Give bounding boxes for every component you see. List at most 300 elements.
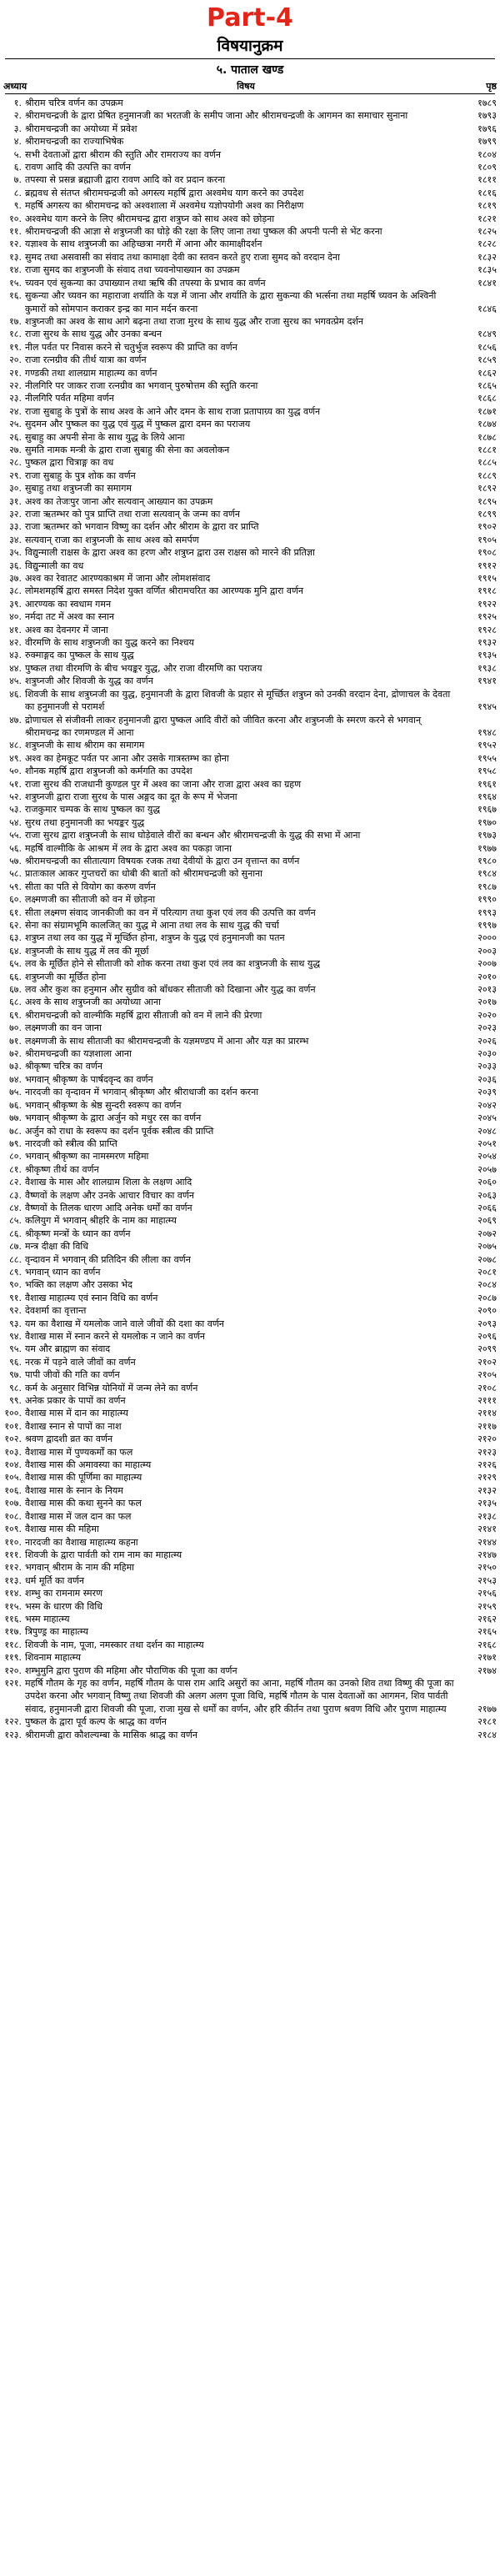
toc-entry-number: १०८.: [4, 1510, 22, 1522]
toc-entry-page: १९५५: [478, 752, 497, 764]
toc-entry-topic: सुरथ तथा हनुमानजी का भयङ्कर युद्ध: [25, 816, 145, 828]
toc-entry-topic: शम्भुमुनि द्वारा पुराण की महिमा और पौराणिक की पूजा का वर्णन: [25, 1665, 238, 1676]
toc-entry-number: ६७.: [9, 984, 22, 996]
toc-entry-topic: मन्त्र दीक्षा की विधि: [25, 1241, 89, 1253]
toc-entry-topic: वैशाख मास में जल दान का फल: [25, 1510, 132, 1522]
toc-entry: [0, 1471, 500, 1484]
toc-entry-page: २१६८: [478, 1639, 497, 1650]
toc-entry: [0, 893, 500, 906]
toc-entry-page: २१५०: [478, 1562, 497, 1574]
toc-entry: [0, 1073, 500, 1086]
toc-entry-number: ४२.: [9, 637, 22, 649]
toc-entry-number: १०५.: [4, 1472, 22, 1484]
toc-entry-topic: वीरमणि के साथ शत्रुघ्नजी का युद्ध करने का निश्चय: [25, 637, 194, 649]
toc-entry: [0, 354, 500, 366]
toc-entry-topic: गण्डकी तथा शालग्राम माहात्म्य का वर्णन: [25, 367, 158, 379]
toc-entry: [0, 585, 500, 597]
toc-entry: [0, 97, 500, 109]
toc-entry-topic: वैशाख मास की पूर्णिमा का माहात्म्य: [25, 1472, 142, 1484]
toc-entry-topic: पापी जीवों की गति का वर्णन: [25, 1369, 120, 1381]
toc-entry-number: ९०.: [9, 1279, 22, 1291]
toc-entry: [0, 1318, 500, 1330]
toc-entry: [0, 1150, 500, 1162]
toc-entry-number: १०३.: [4, 1446, 22, 1458]
toc-entry-page: १८४१: [478, 277, 497, 289]
toc-entry: [0, 1459, 500, 1471]
toc-entry-number: १९.: [9, 341, 22, 353]
toc-entry: [0, 1086, 500, 1098]
toc-entry-page: १९८७: [478, 881, 497, 892]
toc-entry: [0, 341, 500, 354]
toc-entry-page: २०२०: [478, 1009, 497, 1021]
toc-entry: [0, 444, 500, 456]
toc-entry-page: १९६१: [478, 778, 497, 790]
toc-entry-number: ६०.: [9, 894, 22, 906]
toc-entry-page: २१०८: [478, 1382, 497, 1393]
toc-entry-page: १८१९: [478, 200, 497, 212]
toc-entry-page: २०६३: [478, 1189, 497, 1201]
toc-entry-page: २०३०: [478, 1048, 497, 1060]
toc-entry-topic: त्रिपुण्ड्र का माहात्म्य: [25, 1626, 88, 1638]
toc-entry-number: २६.: [9, 431, 22, 443]
toc-entry-number: ५४.: [9, 816, 22, 828]
toc-entry-topic: श्रीरामचन्द्रजी का यज्ञशाला आना: [25, 1048, 132, 1060]
toc-entry-topic: प्रातःकाल आकर गुप्तचरों का धोबी की बातों को श्रीरामचन्द्रजी को सुनाना: [25, 868, 263, 880]
toc-entry: [0, 1536, 500, 1549]
toc-entry-number: ६६.: [9, 971, 22, 982]
toc-entry-number: ६८.: [9, 997, 22, 1008]
toc-entry-page: २०६९: [478, 1215, 497, 1227]
column-header-topic: विषय: [237, 81, 255, 92]
toc-entry: [0, 1304, 500, 1317]
toc-entry: [0, 315, 500, 328]
toc-entry-number: ६.: [13, 162, 22, 173]
toc-entry-number: ९८.: [9, 1382, 22, 1393]
toc-entry-topic: लक्ष्मणजी का वन जाना: [25, 1022, 102, 1034]
toc-entry-page: २०२६: [478, 1035, 497, 1047]
toc-entry-number: २४.: [9, 405, 22, 417]
toc-entry-page: १८५६: [478, 341, 497, 353]
toc-entry-page: २१८४: [478, 1729, 497, 1740]
toc-entry: [0, 1587, 500, 1599]
toc-entry-page: २०५४: [478, 1151, 497, 1162]
toc-entry-page: २०५७: [478, 1163, 497, 1175]
toc-entry-topic: शत्रुघ्नजी के साथ श्रीराम का समागम: [25, 740, 145, 751]
toc-entry-page: १९०२: [478, 521, 497, 533]
toc-entry-page: २०६६: [478, 1202, 497, 1213]
toc-entry-page: १९८४: [478, 868, 497, 880]
toc-entry: [0, 495, 500, 508]
toc-title: विषयानुक्रम: [217, 37, 283, 55]
toc-entry: [0, 508, 500, 520]
toc-entry: [0, 1343, 500, 1355]
toc-entry: [0, 1523, 500, 1535]
toc-entry: [0, 1368, 500, 1381]
toc-entry-page: १७९३: [478, 110, 497, 122]
toc-entry: [0, 1009, 500, 1022]
toc-entry-number: ३३.: [9, 521, 22, 533]
toc-entry-topic: भगवान् श्रीकृष्ण के द्वारा अर्जुन को मधुर रस का वर्णन: [25, 1112, 202, 1124]
toc-entry-topic: सत्यवान् राजा का शत्रुघ्नजी के साथ अश्व को समर्पण: [25, 534, 199, 545]
toc-entry: [0, 1665, 500, 1677]
toc-entry-page: १८८१: [478, 444, 497, 455]
toc-entry-page: २०४८: [478, 1125, 497, 1137]
toc-entry: [0, 1625, 500, 1638]
toc-entry-number: ४५.: [9, 675, 22, 687]
toc-entry-page: २०३९: [478, 1087, 497, 1098]
toc-entry: [0, 675, 500, 687]
toc-entry-page: १८९९: [478, 509, 497, 520]
toc-entry-topic: शिवजी के द्वारा पार्वती को राम नाम का माहात्म्य: [25, 1549, 182, 1560]
toc-entry-number: ४७.: [9, 714, 22, 726]
toc-entry-page: १८७८: [478, 431, 497, 443]
toc-entry-number: १७.: [9, 315, 22, 327]
toc-entry-number: ४९.: [9, 752, 22, 764]
toc-entry-page: २११७: [478, 1420, 497, 1432]
toc-entry-page: २०७२: [478, 1228, 497, 1239]
toc-entry-number: ७८.: [9, 1125, 22, 1137]
toc-entry-page: १९७३: [478, 830, 497, 841]
toc-entry-number: २९.: [9, 470, 22, 481]
toc-entry-number: ३९.: [9, 598, 22, 610]
toc-entry-number: ५१.: [9, 778, 22, 790]
toc-entry-number: ११९.: [4, 1652, 22, 1664]
toc-entry-number: ८२.: [9, 1177, 22, 1188]
toc-entry-page: २१२६: [478, 1459, 497, 1471]
toc-entry: [0, 1561, 500, 1574]
toc-entry-topic: भगवान् श्रीराम के नाम की महिमा: [25, 1562, 135, 1574]
toc-entry-page: १९८०: [478, 855, 497, 866]
toc-entry: [0, 598, 500, 610]
toc-entry: [0, 264, 500, 276]
toc-entry-topic: पुष्कल के द्वारा पूर्व कल्प के श्राद्ध का वर्णन: [25, 1716, 167, 1728]
toc-entry: [0, 919, 500, 931]
toc-entry-page: १८११: [478, 174, 497, 186]
toc-entry-page: २०१३: [478, 984, 497, 996]
toc-entry-topic: अनेक प्रकार के पापों का वर्णन: [25, 1395, 126, 1407]
toc-entry-topic: वैशाख मास के स्नान के नियम: [25, 1484, 123, 1496]
toc-entry: [0, 173, 500, 186]
toc-entry-number: ७९.: [9, 1137, 22, 1149]
toc-entry-number: १२०.: [4, 1665, 22, 1676]
toc-entry: [0, 1163, 500, 1176]
toc-entry-topic: श्रीरामचन्द्रजी के द्वारा प्रेषित हनुमानजी का भरतजी के समीप जाना और श्रीरामचन्द्रजी के आगमन का समाचार सुनाना: [25, 110, 408, 122]
toc-entry-number: १२२.: [4, 1716, 22, 1728]
toc-entry: [0, 765, 500, 777]
toc-entry-page: १७९६: [478, 123, 497, 134]
toc-entry: [0, 791, 500, 803]
toc-entry-page: २१०५: [478, 1369, 497, 1381]
toc-entry-page: १८७१: [478, 405, 497, 417]
toc-entry: [0, 1240, 500, 1253]
toc-entry-page: २१२०: [478, 1434, 497, 1445]
toc-entry-number: ६३.: [9, 932, 22, 944]
toc-entry-topic: यम का वैशाख में यमलोक जाने वाले जीवों की दशा का वर्णन: [25, 1318, 224, 1329]
toc-entry-topic: भगवान् श्रीकृष्ण का नामस्मरण महिमा: [25, 1151, 149, 1162]
toc-entry-page: २१८१: [478, 1716, 497, 1728]
toc-entry: [0, 1099, 500, 1112]
toc-entry-number: १०७.: [4, 1498, 22, 1509]
toc-entry-topic: यम और ब्राह्मण का संवाद: [25, 1343, 111, 1355]
toc-entry-number: ८८.: [9, 1253, 22, 1265]
toc-entry: [0, 1549, 500, 1561]
toc-entry-topic: भस्म के धारण की विधि: [25, 1600, 102, 1612]
toc-entry-topic: शौनक महर्षि द्वारा शत्रुघ्नजी को कर्मगति का उपदेश: [25, 766, 192, 777]
toc-entry-page: २०५१: [478, 1137, 497, 1149]
toc-entry-topic: श्रीरामजी द्वारा कौशल्यम्बा के मासिक श्राद्ध का वर्णन: [25, 1729, 198, 1740]
toc-entry-page: १९६७: [478, 804, 497, 816]
toc-entry-topic: राजा सुरथ की राजधानी कुण्डल पुर में अश्व का जाना और राजा द्वारा अश्व का ग्रहण: [25, 778, 302, 790]
toc-entry-topic: वैशाख मास में पुण्यकर्मों का फल: [25, 1446, 133, 1458]
toc-entry: [0, 1510, 500, 1523]
toc-entry-topic: लक्ष्मणजी का सीताजी को वन में छोड़ना: [25, 894, 156, 906]
toc-entry-number: ४.: [13, 136, 22, 148]
toc-entry-number: ९६.: [9, 1356, 22, 1368]
toc-entry-page: १७९९: [478, 136, 497, 148]
toc-entry: [0, 456, 500, 469]
toc-entry: [0, 1253, 500, 1266]
toc-entry-topic: राजा सुबाहु के पुत्र शोक का वर्णन: [25, 470, 136, 481]
toc-entry-topic: नारदजी का वैशाख माहात्म्य कहना: [25, 1536, 138, 1548]
toc-entry-page: १९९०: [478, 894, 497, 906]
part-title: Part-4: [207, 3, 293, 33]
toc-entry-page: २१०२: [478, 1356, 497, 1368]
toc-entry-number: ११०.: [4, 1536, 22, 1548]
toc-entry: [0, 379, 500, 392]
toc-entry: [0, 1189, 500, 1202]
toc-entry: [0, 1651, 500, 1664]
toc-entry-page: २०६०: [478, 1177, 497, 1188]
toc-entry-topic: अश्व का तेजःपुर जाना और सत्यवान् आख्यान का उपक्रम: [25, 495, 213, 507]
toc-entry: [0, 225, 500, 238]
toc-entry-page: १८२५: [478, 226, 497, 238]
toc-entry-page: २०१७: [478, 997, 497, 1008]
toc-entry-number: ९९.: [9, 1395, 22, 1407]
toc-entry-number: ३.: [13, 123, 22, 134]
toc-entry-page: १८०४: [478, 148, 497, 160]
toc-entry-page: १९१५: [478, 573, 497, 585]
toc-entry-topic: लक्ष्मणजी के साथ सीताजी का श्रीरामचन्द्रजी के यज्ञमण्डप में आना और यज्ञ का प्रारम्भ: [25, 1035, 309, 1047]
toc-entry-topic: राजा ऋतम्भर को भगवान विष्णु का दर्शन और श्रीराम के द्वारा वर प्राप्ति: [25, 521, 259, 533]
toc-entry-page: १९२५: [478, 611, 497, 623]
toc-entry-number: ९७.: [9, 1369, 22, 1381]
toc-entry-page: १९२२: [478, 598, 497, 610]
toc-entry-number: ५.: [13, 148, 22, 160]
toc-entry: [0, 1407, 500, 1419]
toc-entry: [0, 1729, 500, 1741]
toc-entry-number: ४६.: [9, 688, 22, 700]
toc-entry-topic: शिवनाम माहात्म्य: [25, 1652, 81, 1664]
toc-entry-number: १३.: [9, 251, 22, 263]
toc-entry: [0, 971, 500, 983]
toc-entry-number: ७३.: [9, 1061, 22, 1072]
toc-entry: [0, 1574, 500, 1587]
toc-entry-page: १८३५: [478, 264, 497, 276]
toc-entry-number: १०६.: [4, 1484, 22, 1496]
toc-entry: [0, 624, 500, 636]
toc-entry: [0, 1497, 500, 1509]
toc-entry-page: २०००: [478, 932, 497, 944]
toc-entry: [0, 867, 500, 880]
toc-entry-topic: शिवजी के नाम, पूजा, नमस्कार तथा दर्शन का माहात्म्य: [25, 1639, 204, 1650]
toc-entry-number: ५८.: [9, 868, 22, 880]
section-title: ५. पाताल खण्ड: [216, 63, 284, 77]
toc-entry-number: १२१.: [4, 1677, 22, 1689]
toc-entry-topic: श्रीकृष्ण तीर्थ का वर्णन: [25, 1163, 99, 1175]
toc-entry-number: ७४.: [9, 1073, 22, 1085]
toc-entry: [0, 392, 500, 404]
toc-entry-number: ५३.: [9, 804, 22, 816]
toc-entry-page: १८६२: [478, 367, 497, 379]
toc-entry-topic: शत्रुघ्नजी के साथ युद्ध में लव की मूर्छा: [25, 945, 149, 957]
toc-entry-number: ८१.: [9, 1163, 22, 1175]
toc-entry-topic: सीता लक्ष्मण संवाद जानकीजी का वन में परित्याग तथा कुश एवं लव की उत्पत्ति का वर्णन: [25, 906, 316, 918]
toc-entry: [0, 482, 500, 495]
toc-entry-topic: वृन्दावन में भगवान् की प्रतिदिन की लीला का वर्णन: [25, 1253, 191, 1265]
toc-entry: [0, 906, 500, 919]
toc-entry-topic: वैशाख माहात्म्य एवं स्नान विधि का वर्णन: [25, 1292, 158, 1303]
toc-entry-page: १९१२: [478, 560, 497, 571]
toc-entry-page: १८६८: [478, 393, 497, 404]
toc-entry-page: २१७७: [478, 1703, 497, 1715]
toc-entry-number: २७.: [9, 444, 22, 455]
toc-entry-topic: भगवान् ध्यान का वर्णन: [25, 1266, 101, 1278]
toc-entry-number: १२३.: [4, 1729, 22, 1740]
toc-entry: [0, 109, 500, 122]
toc-entry: [0, 199, 500, 212]
toc-entry-topic: सुकन्या और च्यवन का महाराजा शर्याति के यज्ञ में जाना और शर्याति के द्वारा सुकन्या की भर्त्सना तथा महर्षि च्यवन के अश्विनी कुमारों को सोमपान कराकर इन्द्र का मान मर्दन करना: [25, 290, 437, 314]
toc-entry-number: ९१.: [9, 1292, 22, 1303]
toc-entry-page: २०३६: [478, 1073, 497, 1085]
toc-entry-page: २१५९: [478, 1600, 497, 1612]
toc-entry: [0, 649, 500, 661]
toc-entry-page: २००७: [478, 958, 497, 970]
toc-entry-number: १११.: [4, 1549, 22, 1560]
toc-entry-number: ८.: [13, 187, 22, 198]
toc-entry: [0, 610, 500, 623]
toc-entry-topic: वैशाख के मास और शालग्राम शिला के लक्षण आदि: [25, 1177, 192, 1188]
toc-entry-number: २५.: [9, 419, 22, 430]
toc-entry-number: ७२.: [9, 1048, 22, 1060]
toc-entry-page: १८४९: [478, 329, 497, 340]
toc-entry-topic: राजा रत्नग्रीव की तीर्थ यात्रा का वर्णन: [25, 354, 147, 366]
toc-entry-page: १९०८: [478, 547, 497, 559]
toc-entry: [0, 1613, 500, 1625]
toc-entry-number: ६९.: [9, 1009, 22, 1021]
toc-entry: [0, 1639, 500, 1651]
toc-entry-topic: राजा ऋतम्भर को पुत्र प्राप्ति तथा राजा सत्यवान् के जन्म का वर्णन: [25, 509, 240, 520]
toc-entry-number: २८.: [9, 457, 22, 469]
toc-entry: [0, 1356, 500, 1368]
toc-entry-topic: राजा सुरथ द्वारा शत्रुघ्नजी के साथ घोड़ेवाले वीरों का बन्धन और श्रीरामचन्द्रजी के युद्ध की सभा में आना: [25, 830, 361, 841]
toc-entry: [0, 983, 500, 996]
toc-entry: [0, 289, 500, 315]
toc-entry-topic: तपस्या से प्रसन्न ब्रह्माजी द्वारा रावण आदि को वर प्रदान करना: [25, 174, 226, 186]
toc-entry-topic: वैशाख मास की महिमा: [25, 1524, 99, 1535]
toc-entry-number: ११८.: [4, 1639, 22, 1650]
toc-entry-topic: श्रवण द्वादशी व्रत का वर्णन: [25, 1434, 113, 1445]
toc-entry-number: ११५.: [4, 1600, 22, 1612]
toc-entry-topic: राजा सुरथ के साथ युद्ध और उनका बन्धन: [25, 329, 162, 340]
toc-entry-number: ३१.: [9, 495, 22, 507]
toc-entry-number: ८७.: [9, 1241, 22, 1253]
toc-entry-topic: सुमद तथा असवासी का संवाद तथा कामाक्षा देवी का स्तवन करते हुए राजा सुमद को वरदान देना: [25, 251, 340, 263]
toc-entry-topic: शम्भु का रामनाम स्मरण: [25, 1588, 103, 1599]
toc-entry: [0, 1382, 500, 1394]
toc-entry-topic: श्रीराम चरित्र वर्णन का उपक्रम: [25, 98, 123, 108]
toc-entry: [0, 1112, 500, 1124]
toc-entry-topic: भस्म माहात्म्य: [25, 1613, 70, 1624]
toc-entry-page: १८२१: [478, 213, 497, 224]
toc-entry-number: ७०.: [9, 1022, 22, 1034]
toc-entry-number: ८५.: [9, 1215, 22, 1227]
toc-entry-topic: महर्षि गौतम के गृह का वर्णन, महर्षि गौतम के पास राम आदि असुरों का आना, महर्षि गौतम का उनको शिव तथा विष्णु की पूजा का उपदेश करना और भगवान् विष्णु तथा शिवजी की अलग अलग पूजा विधि, महर्षि गौतम के पास देवताओं का आगमन, शिव पार्वती संवाद, हनुमानजी द्वारा शिवजी की पूजा, राजा मुख से धर्मों का वर्णन, और हरि कीर्तन तथा पुराण श्रवण विधि और पुराण माहात्म्य: [25, 1677, 454, 1715]
toc-entry-topic: नीलगिरि पर्वत महिमा वर्णन: [25, 393, 114, 404]
toc-entry-number: ३८.: [9, 585, 22, 597]
toc-entry-number: ४३.: [9, 650, 22, 661]
toc-entry: [0, 1278, 500, 1291]
toc-entry-page: २१५६: [478, 1588, 497, 1599]
toc-entry-topic: महर्षि वाल्मीकि के आश्रम में लव के द्वारा अश्व का पकड़ा जाना: [25, 842, 232, 854]
toc-entry-page: १८२८: [478, 239, 497, 250]
toc-entry-page: २०८७: [478, 1292, 497, 1303]
toc-entry: [0, 213, 500, 225]
toc-entry-topic: च्यवन एवं सुकन्या का उपाख्यान तथा ऋषि की तपस्या के प्रभाव का वर्णन: [25, 277, 266, 289]
toc-entry-page: २०४५: [478, 1112, 497, 1124]
toc-entry-number: ४१.: [9, 624, 22, 635]
toc-entry-page: १८९५: [478, 495, 497, 507]
toc-entry: [0, 431, 500, 444]
toc-entry: [0, 123, 500, 135]
toc-entry-number: ७६.: [9, 1099, 22, 1111]
toc-entry-page: १९४५: [478, 701, 497, 713]
toc-entry: [0, 1394, 500, 1407]
toc-entry-page: २०९६: [478, 1331, 497, 1342]
toc-entry-page: १९४१: [478, 675, 497, 687]
toc-entry-number: ५५.: [9, 830, 22, 841]
toc-entry-page: १९७७: [478, 842, 497, 854]
toc-entry: [0, 560, 500, 572]
toc-entry: [0, 367, 500, 379]
toc-entry-number: ८४.: [9, 1202, 22, 1213]
toc-entry-topic: पुष्कल द्वारा चित्राङ्ग का वध: [25, 457, 114, 469]
toc-entry-topic: श्रीरामचन्द्रजी का राज्याभिषेक: [25, 136, 124, 148]
toc-entry-topic: नारदजी को स्त्रीत्व की प्राप्ति: [25, 1137, 118, 1149]
toc-entry-page: २०९९: [478, 1343, 497, 1355]
toc-entry: [0, 1433, 500, 1445]
toc-list: [0, 97, 500, 2570]
toc-entry-number: १०.: [9, 213, 22, 224]
toc-entry-topic: सेना का संग्रामभूमि कालजित् का युद्ध मे आना तथा लव के साथ युद्ध की चर्चा: [25, 920, 279, 931]
toc-entry-number: ११२.: [4, 1562, 22, 1574]
toc-entry-topic: अश्व का हेमकूट पर्वत पर आना और उसके गात्रस्तम्भ का होना: [25, 752, 229, 764]
toc-entry-number: ५६.: [9, 842, 22, 854]
toc-entry-page: २०९०: [478, 1305, 497, 1317]
toc-entry-page: १९०५: [478, 534, 497, 545]
toc-entry-topic: रावण आदि की उत्पत्ति का वर्णन: [25, 162, 131, 173]
toc-entry: [0, 251, 500, 264]
toc-entry: [0, 945, 500, 957]
toc-entry-topic: वैष्णवों के तिलक धारण आदि अनेक धर्मों का वर्णन: [25, 1202, 192, 1213]
toc-entry-number: २३.: [9, 393, 22, 404]
toc-entry-topic: महर्षि अगस्त्य का श्रीरामचन्द्र को अश्वशाला में अश्वमेध यज्ञोपयोगी अश्व का निरीक्षण: [25, 200, 304, 212]
toc-entry-number: १८.: [9, 329, 22, 340]
toc-entry-page: २०९३: [478, 1318, 497, 1329]
toc-entry-page: २१३२: [478, 1484, 497, 1496]
toc-entry-topic: रुक्माङ्गद का पुष्कल के साथ युद्ध: [25, 650, 134, 661]
toc-entry-page: १९३२: [478, 637, 497, 649]
toc-entry: [0, 1176, 500, 1188]
